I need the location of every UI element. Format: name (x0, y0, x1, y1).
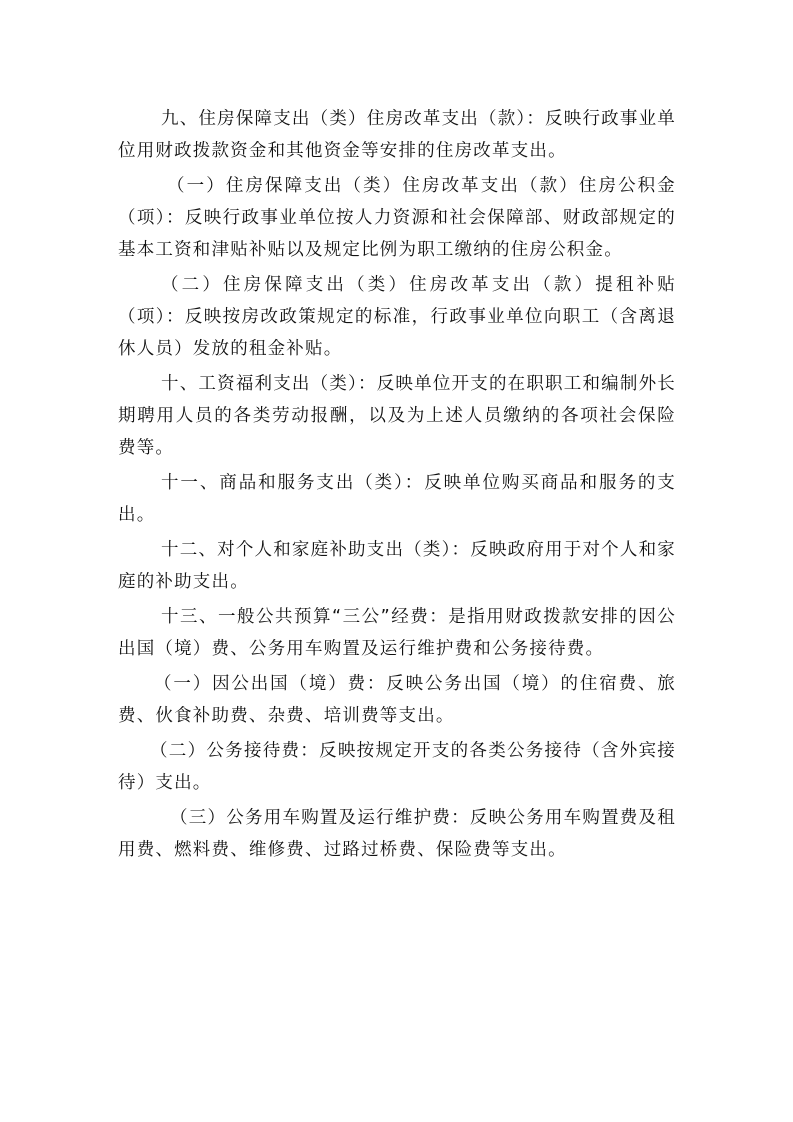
paragraph-vehicle: （三）公务用车购置及运行维护费：反映公务用车购置费及租用费、燃料费、维修费、过路过桥费、保险费等支出。 (118, 808, 676, 860)
paragraph-three-public: 十三、一般公共预算“三公”经费：是指用财政拨款安排的因公出国（境）费、公务用车购置及运行维护费和公务接待费。 (118, 607, 676, 659)
document-page (118, 103, 676, 869)
paragraph-rent-subsidy: （二）住房保障支出（类）住房改革支出（款）提租补贴（项）：反映按房改政策规定的标准，行政事业单位向职工（含离退休人员）发放的租金补贴。 (118, 275, 676, 359)
paragraph-housing-fund: （一）住房保障支出（类）住房改革支出（款）住房公积金（项）：反映行政事业单位按人力资源和社会保障部、财政部规定的基本工资和津贴补贴以及规定比例为职工缴纳的住房公积金。 (118, 176, 676, 260)
paragraph-housing-reform: 九、住房保障支出（类）住房改革支出（款）：反映行政事业单位用财政拨款资金和其他资金等安排的住房改革支出。 (118, 109, 676, 161)
paragraph-overseas-travel: （一）因公出国（境）费：反映公务出国（境）的住宿费、旅费、伙食补助费、杂费、培训费等支出。 (118, 674, 676, 726)
paragraph-goods-services: 十一、商品和服务支出（类）：反映单位购买商品和服务的支出。 (118, 473, 676, 525)
paragraph-reception: （二）公务接待费：反映按规定开支的各类公务接待（含外宾接待）支出。 (118, 741, 676, 793)
paragraph-wages-welfare: 十、工资福利支出（类）：反映单位开支的在职职工和编制外长期聘用人员的各类劳动报酬，以及为上述人员缴纳的各项社会保险费等。 (118, 374, 676, 458)
paragraph-family-subsidy: 十二、对个人和家庭补助支出（类）：反映政府用于对个人和家庭的补助支出。 (118, 540, 676, 592)
